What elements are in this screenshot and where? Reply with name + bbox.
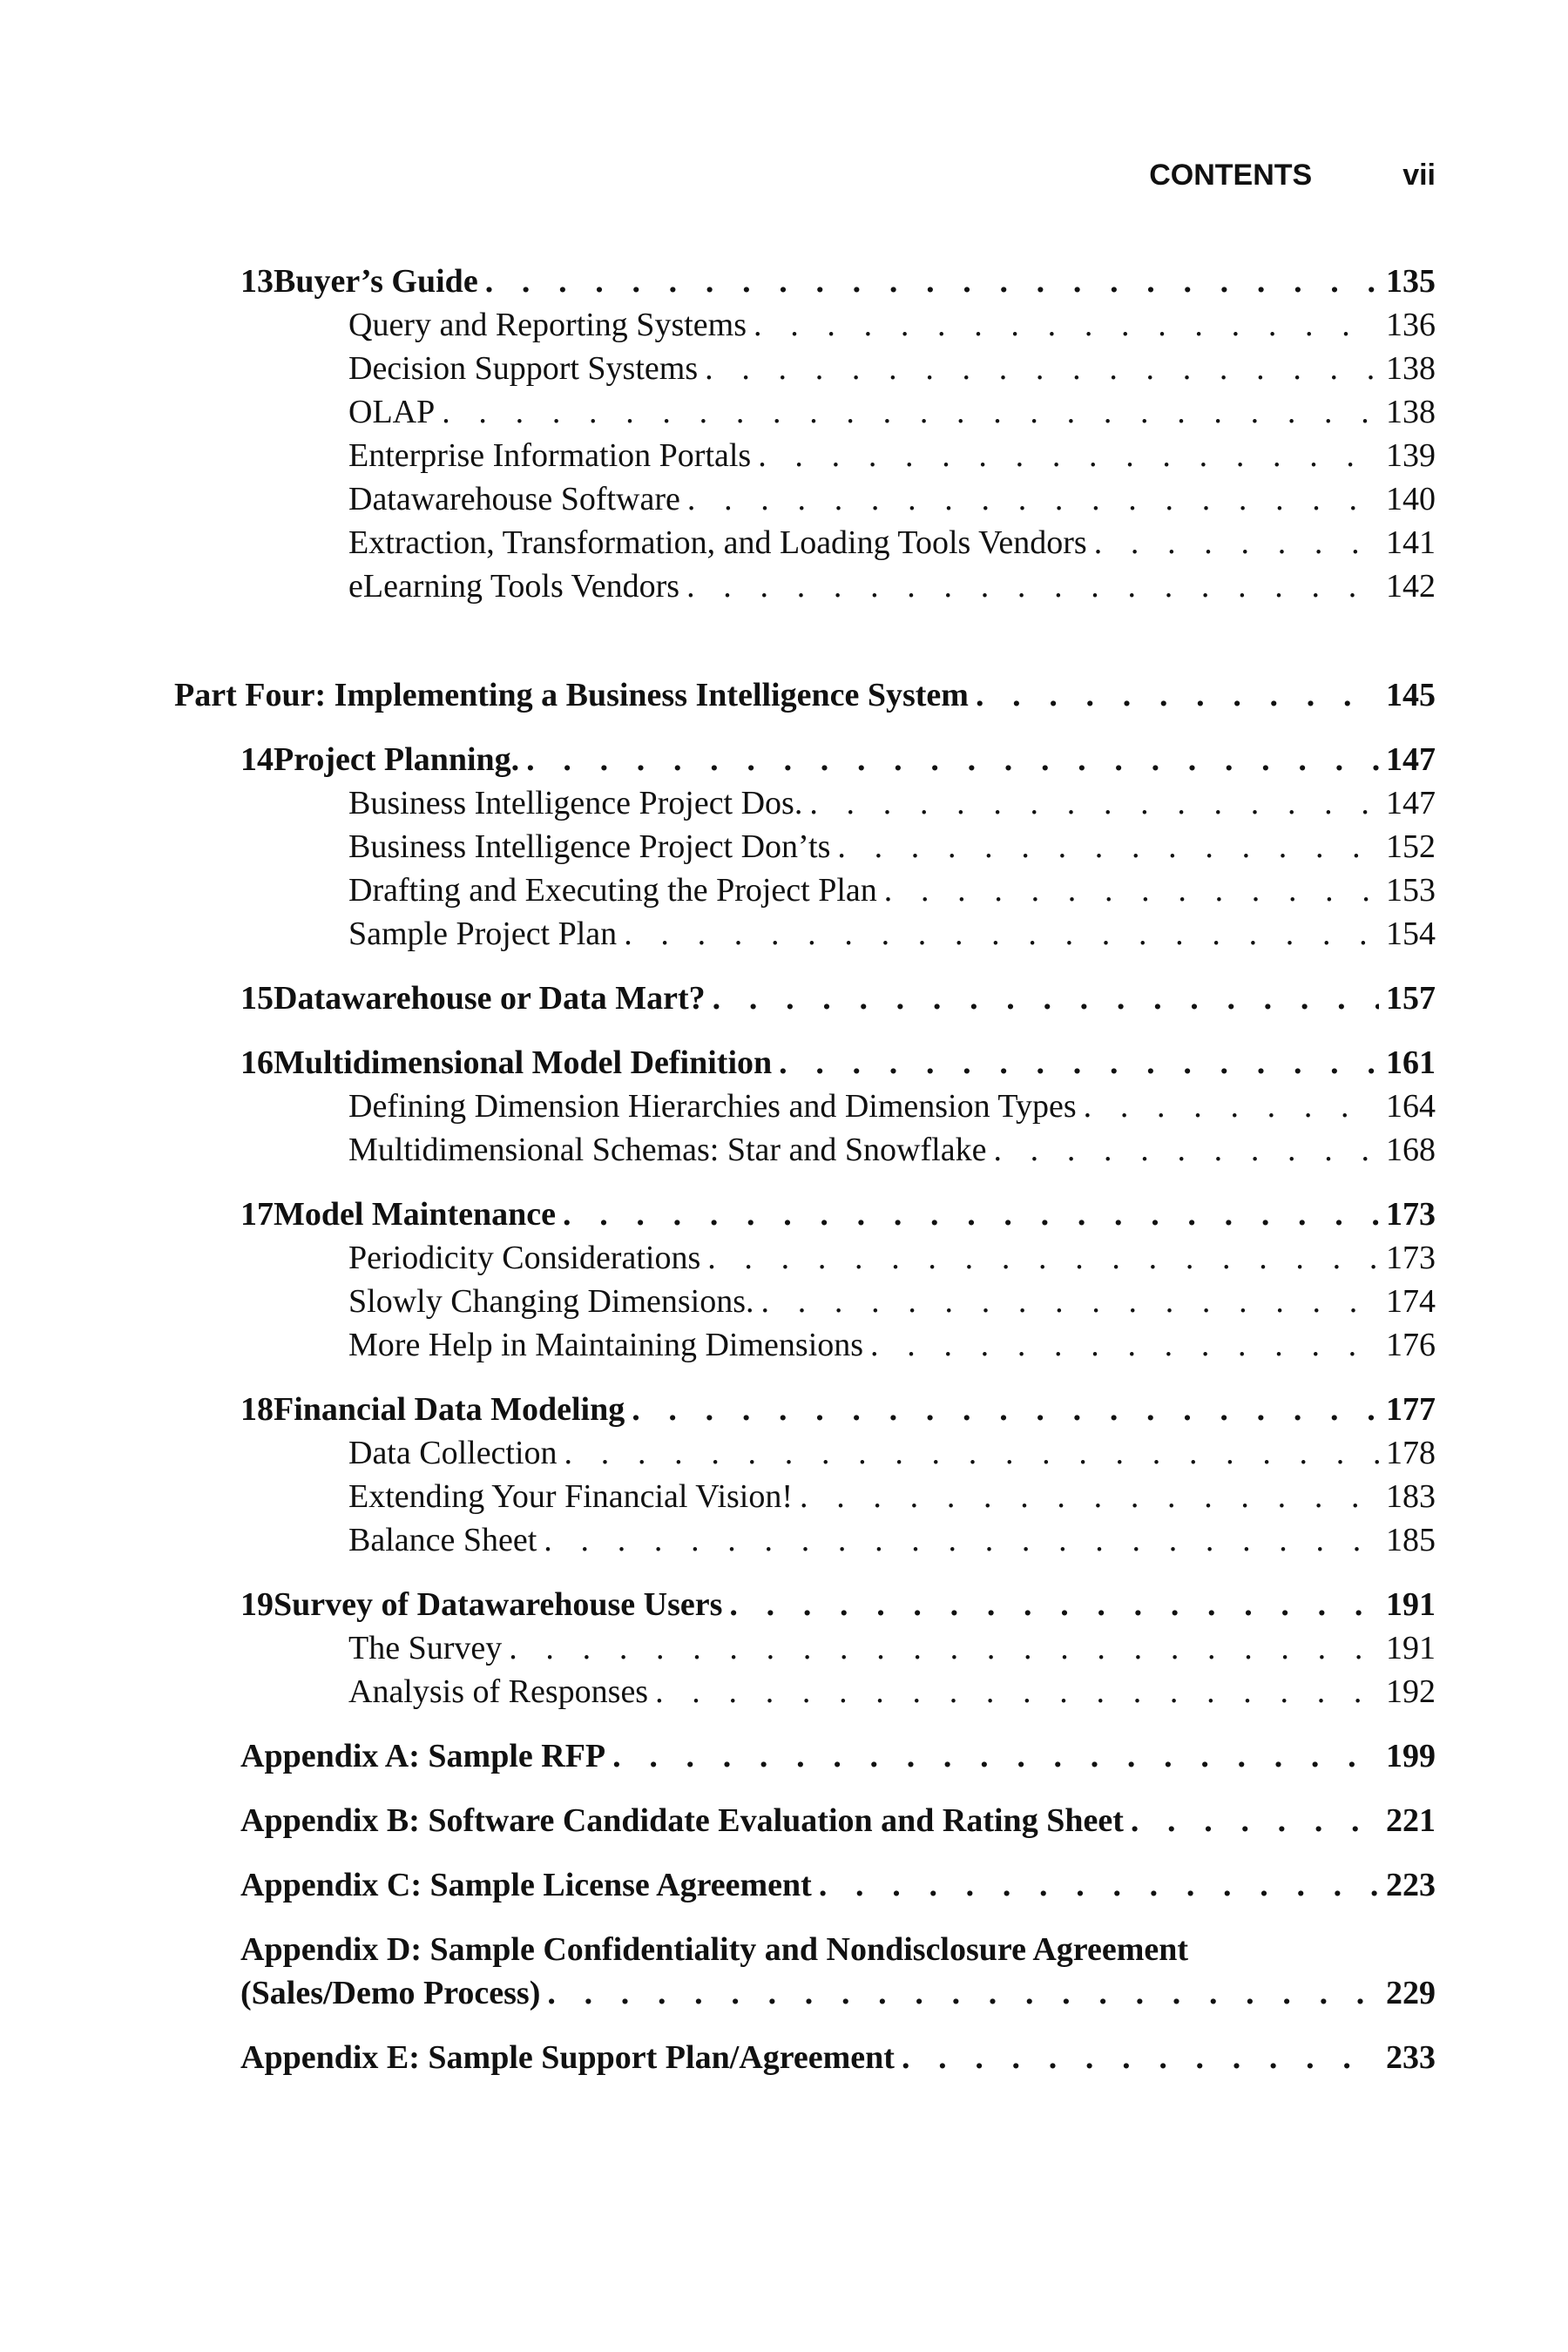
dot-leader <box>1077 1085 1379 1128</box>
page-number: 157 <box>1386 980 1436 1017</box>
toc-section[interactable] <box>348 434 1436 477</box>
toc-section[interactable] <box>348 825 1436 868</box>
chapter-number: 19 <box>240 1586 274 1623</box>
section-title: Extraction, Transformation, and Loading Tools Vendors <box>348 524 1087 561</box>
dot-leader <box>698 347 1379 390</box>
dot-leader <box>478 260 1379 303</box>
header-page-number: vii <box>1402 158 1436 192</box>
spacer <box>174 956 1436 977</box>
toc-section[interactable] <box>348 347 1436 390</box>
dot-leader <box>863 1323 1379 1367</box>
spacer <box>174 1842 1436 1863</box>
section-title: Analysis of Responses <box>348 1673 649 1710</box>
dot-leader <box>812 1863 1379 1907</box>
chapter-title: Survey of Datawarehouse Users <box>274 1586 723 1623</box>
chapter-number: 13 <box>240 263 274 300</box>
dot-leader <box>519 738 1379 781</box>
toc-appendix-d-line1[interactable]: Appendix D: Sample Confidentiality and Nondisclosure Agreement <box>240 1931 1189 1968</box>
chapter-number: 16 <box>240 1044 274 1081</box>
page-number: 191 <box>1386 1586 1436 1623</box>
page-number: 177 <box>1386 1391 1436 1428</box>
section-title: Business Intelligence Project Dos. <box>348 785 803 821</box>
toc-section[interactable] <box>348 303 1436 347</box>
dot-leader <box>617 912 1379 956</box>
section-title: Datawarehouse Software <box>348 481 680 517</box>
page-number: 168 <box>1386 1132 1436 1168</box>
dot-leader <box>556 1193 1379 1236</box>
dot-leader <box>802 781 1379 825</box>
dot-leader <box>1124 1799 1379 1842</box>
dot-leader <box>969 673 1379 717</box>
chapter-title: Project Planning. <box>274 741 520 778</box>
section-title: The Survey <box>348 1630 503 1666</box>
dot-leader <box>772 1041 1379 1085</box>
chapter-title: Multidimensional Model Definition <box>274 1044 773 1081</box>
section-title: eLearning Tools Vendors <box>348 568 680 605</box>
part-title: Part Four: Implementing a Business Intelligence System <box>174 677 969 713</box>
section-title: Multidimensional Schemas: Star and Snowflake <box>348 1132 987 1168</box>
dot-leader <box>1087 521 1379 564</box>
appendix-title: Appendix A: Sample RFP <box>240 1738 606 1774</box>
toc-chapter-19[interactable] <box>240 1583 1436 1626</box>
dot-leader <box>558 1431 1379 1475</box>
dot-leader <box>537 1518 1379 1562</box>
section-title: Sample Project Plan <box>348 916 618 952</box>
chapter-number: 18 <box>240 1391 274 1428</box>
toc-section[interactable] <box>348 1431 1436 1475</box>
section-title: Decision Support Systems <box>348 350 699 387</box>
page-number: 174 <box>1386 1283 1436 1320</box>
page-number: 141 <box>1386 524 1436 561</box>
running-header <box>1149 153 1436 197</box>
toc-section[interactable] <box>348 912 1436 956</box>
page-number: 152 <box>1386 828 1436 865</box>
toc-section[interactable] <box>348 390 1436 434</box>
appendix-title: Appendix E: Sample Support Plan/Agreement <box>240 2039 895 2076</box>
toc-chapter-14[interactable] <box>240 738 1436 781</box>
dot-leader <box>435 390 1379 434</box>
toc-chapter-18[interactable] <box>240 1388 1436 1431</box>
toc-appendix-b[interactable] <box>240 1799 1436 1842</box>
page-number: 173 <box>1386 1240 1436 1276</box>
spacer <box>174 1367 1436 1388</box>
chapter-title: Buyer’s Guide <box>274 263 478 300</box>
toc-section[interactable] <box>348 1518 1436 1562</box>
section-title: Drafting and Executing the Project Plan <box>348 872 877 909</box>
toc-appendix-d[interactable] <box>240 1971 1436 2015</box>
section-title: Business Intelligence Project Don’ts <box>348 828 831 865</box>
toc-section[interactable] <box>348 1670 1436 1713</box>
toc-chapter-16[interactable] <box>240 1041 1436 1085</box>
page-number: 139 <box>1386 437 1436 474</box>
page-number: 147 <box>1386 785 1436 821</box>
page-number: 183 <box>1386 1478 1436 1515</box>
dot-leader <box>605 1734 1379 1778</box>
dot-leader <box>751 434 1379 477</box>
section-title: Query and Reporting Systems <box>348 307 747 343</box>
dot-leader <box>700 1236 1379 1280</box>
toc-section[interactable] <box>348 1128 1436 1172</box>
toc-section[interactable] <box>348 1475 1436 1518</box>
toc-section[interactable] <box>348 521 1436 564</box>
dot-leader <box>706 977 1379 1020</box>
dot-leader <box>754 1280 1379 1323</box>
toc-section[interactable] <box>348 564 1436 608</box>
page-number: 154 <box>1386 916 1436 952</box>
spacer <box>174 1713 1436 1734</box>
page-number: 176 <box>1386 1327 1436 1363</box>
dot-leader <box>680 477 1379 521</box>
toc-chapter-13[interactable] <box>240 260 1436 303</box>
chapter-number: 17 <box>240 1196 274 1233</box>
chapter-number: 14 <box>240 741 274 778</box>
dot-leader <box>722 1583 1379 1626</box>
section-title: Defining Dimension Hierarchies and Dimension Types <box>348 1088 1077 1125</box>
appendix-title: Appendix B: Software Candidate Evaluation and Rating Sheet <box>240 1802 1124 1839</box>
dot-leader <box>793 1475 1379 1518</box>
toc-part-four[interactable] <box>174 673 1436 717</box>
page-number: 138 <box>1386 350 1436 387</box>
chapter-title: Financial Data Modeling <box>274 1391 625 1428</box>
section-title: Data Collection <box>348 1435 558 1471</box>
spacer <box>174 1172 1436 1193</box>
toc-appendix-e[interactable] <box>240 2036 1436 2079</box>
chapter-title: Model Maintenance <box>274 1196 557 1233</box>
page-number: 136 <box>1386 307 1436 343</box>
spacer <box>174 1562 1436 1583</box>
page-number: 161 <box>1386 1044 1436 1081</box>
chapter-number: 15 <box>240 980 274 1017</box>
dot-leader <box>540 1971 1379 2015</box>
chapter-title: Datawarehouse or Data Mart? <box>274 980 706 1017</box>
toc-chapter-17[interactable] <box>240 1193 1436 1236</box>
page-number: 145 <box>1386 677 1436 713</box>
page-number: 140 <box>1386 481 1436 517</box>
page-number: 191 <box>1386 1630 1436 1666</box>
page-number: 233 <box>1386 2039 1436 2076</box>
toc-appendix-a[interactable] <box>240 1734 1436 1778</box>
page-number: 185 <box>1386 1522 1436 1558</box>
dot-leader <box>502 1626 1379 1670</box>
spacer <box>174 1907 1436 1928</box>
spacer <box>174 1778 1436 1799</box>
section-title: More Help in Maintaining Dimensions <box>348 1327 864 1363</box>
toc-section[interactable] <box>348 1085 1436 1128</box>
appendix-title: Appendix C: Sample License Agreement <box>240 1867 812 1903</box>
toc-section[interactable] <box>348 781 1436 825</box>
page-number: 153 <box>1386 872 1436 909</box>
spacer <box>174 608 1436 673</box>
section-title: OLAP <box>348 394 436 430</box>
page-number: 142 <box>1386 568 1436 605</box>
section-title: Slowly Changing Dimensions. <box>348 1283 754 1320</box>
page-number: 135 <box>1386 263 1436 300</box>
page-number: 199 <box>1386 1738 1436 1774</box>
dot-leader <box>986 1128 1379 1172</box>
page-number: 223 <box>1386 1867 1436 1903</box>
table-of-contents <box>174 260 1436 2079</box>
dot-leader <box>877 868 1379 912</box>
dot-leader <box>747 303 1379 347</box>
toc-section[interactable] <box>348 1280 1436 1323</box>
page-number: 221 <box>1386 1802 1436 1839</box>
toc-appendix-c[interactable] <box>240 1863 1436 1907</box>
dot-leader <box>895 2036 1379 2079</box>
section-title: Extending Your Financial Vision! <box>348 1478 794 1515</box>
section-title: Balance Sheet <box>348 1522 537 1558</box>
section-title: Periodicity Considerations <box>348 1240 701 1276</box>
page-number: 147 <box>1386 741 1436 778</box>
toc-section[interactable] <box>348 1626 1436 1670</box>
header-label: CONTENTS <box>1149 158 1313 192</box>
toc-section[interactable] <box>348 1323 1436 1367</box>
toc-chapter-15[interactable] <box>240 977 1436 1020</box>
section-title: Enterprise Information Portals <box>348 437 752 474</box>
appendix-title: (Sales/Demo Process) <box>240 1975 541 2011</box>
toc-section[interactable] <box>348 1236 1436 1280</box>
dot-leader <box>830 825 1379 868</box>
spacer <box>174 717 1436 738</box>
page-number: 164 <box>1386 1088 1436 1125</box>
toc-section[interactable] <box>348 477 1436 521</box>
page-number: 173 <box>1386 1196 1436 1233</box>
page-number: 229 <box>1386 1975 1436 2011</box>
spacer <box>174 1020 1436 1041</box>
dot-leader <box>625 1388 1379 1431</box>
page-number: 178 <box>1386 1435 1436 1471</box>
dot-leader <box>648 1670 1379 1713</box>
spacer <box>174 2015 1436 2036</box>
dot-leader <box>679 564 1379 608</box>
page-number: 138 <box>1386 394 1436 430</box>
toc-section[interactable] <box>348 868 1436 912</box>
page-number: 192 <box>1386 1673 1436 1710</box>
